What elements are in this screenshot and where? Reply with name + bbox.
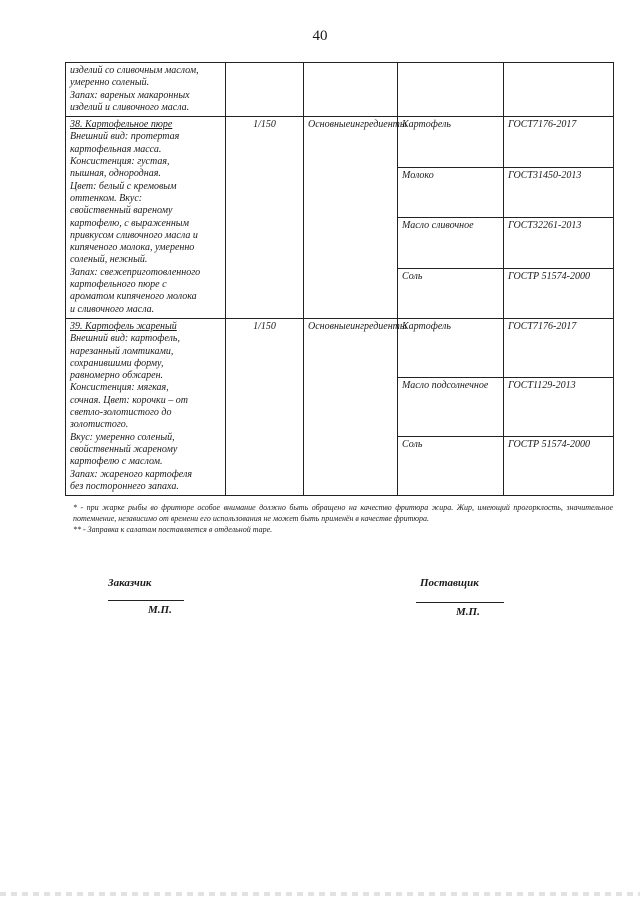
description-line: сочная. Цвет: корочки – от [70,394,188,406]
ingredient-standard [504,117,614,167]
dish-title: 39. Картофель жареный [70,320,177,332]
standard-line: 7176-2017 [533,119,577,131]
empty-cell [304,63,398,117]
standard-line: ГОСТ [508,220,534,232]
carry-over-description [66,63,226,117]
description-line: ароматом кипяченого молока [70,291,197,303]
ingredient-name: Картофель [398,117,504,167]
customer-signature-line [108,600,184,601]
ingredient-name: Картофель [398,318,504,377]
description-line: Запах: вареных макаронных [70,89,190,101]
standard-line: 32261-2013 [533,220,582,232]
standard-line: ГОСТ [508,379,534,391]
category-line: ингредиенты [350,119,407,131]
standard-line: ГОСТ [508,320,534,332]
dish-title: 38. Картофельное пюре [70,119,173,131]
ingredient-category [304,318,407,495]
standard-line: Р 51574-2000 [533,439,590,451]
ingredient-category [304,117,407,319]
standard-line: 31450-2013 [533,169,582,181]
footnote-dressing: ** - Заправка к салатам поставляется в отдельной таре. [73,525,273,534]
standard-line: Р 51574-2000 [533,270,590,282]
ingredient-standard [504,167,614,217]
description-line: Вкус: умеренно соленый, [70,431,175,443]
supplier-signature-line [416,602,504,603]
description-line: кипяченого молока, умеренно [70,242,195,254]
description-line: светло-золотистого до [70,407,172,419]
ingredient-name: Соль [398,437,504,496]
description-line: изделий и сливочного масла. [70,101,190,113]
supplier-label: Поставщик [420,577,479,589]
customer-stamp: М.П. [148,604,172,616]
empty-cell [504,63,614,117]
ingredient-standard [504,437,614,496]
description-line: Консистенция: густая, [70,156,170,168]
dish-description [66,117,226,319]
description-line: привкусом сливочного масла и [70,229,198,241]
ingredient-standard [504,377,614,436]
page-number: 40 [312,28,328,44]
description-line: умеренно соленый. [70,77,150,89]
description-line: свойственный жареному [70,443,178,455]
supplier-stamp: М.П. [456,606,480,618]
standard-line: ГОСТ [508,270,534,282]
category-line: Основные [308,320,351,332]
ingredient-name: Масло сливочное [398,218,504,268]
description-line: оттенком. Вкус: [70,192,143,204]
standard-line: ГОСТ [508,119,534,131]
table-row [66,117,614,167]
scan-artifact-line [0,892,640,896]
description-line: нарезанный ломтиками, [70,345,174,357]
standard-line: 1129-2013 [533,379,576,391]
description-line: пышная, однородная. [70,168,161,180]
footnote-frying: * - при жарке рыбы во фритюре особое внимание должно быть обращено на качество фритюра жира. Жир, имеющий прогорклость, значительное потемнение, независимо от времени его использования не может быть применён в качестве фритюра. [73,503,613,523]
description-line: картофелю, с выраженным [70,217,189,229]
description-line: без постороннего запаха. [70,480,179,492]
description-line: золотистого. [70,419,129,431]
category-line: ингредиенты [350,320,407,332]
table-row [66,63,614,117]
description-line: сохранившими форму, [70,357,164,369]
ingredient-name: Масло подсолнечное [398,377,504,436]
empty-cell [398,63,504,117]
standard-line: ГОСТ [508,439,534,451]
footnotes [73,502,613,535]
ingredient-standard [504,268,614,318]
empty-cell [226,63,304,117]
description-line: Внешний вид: картофель, [70,333,180,345]
description-line: и сливочного масла. [70,303,155,315]
description-line: Консистенция: мягкая, [70,382,169,394]
description-line: Цвет: белый с кремовым [70,180,177,192]
description-line: картофельная масса. [70,143,162,155]
table-row [66,318,614,377]
description-line: Запах: жареного картофеля [70,468,193,480]
description-line: изделий со сливочным маслом, [70,65,199,76]
dish-weight: 1/150 [226,117,304,319]
description-line: соленый, нежный. [70,254,148,266]
dish-weight: 1/150 [226,318,304,495]
customer-label: Заказчик [108,577,152,589]
ingredient-standard [504,218,614,268]
ingredient-standard [504,318,614,377]
description-line: картофелю с маслом. [70,456,163,468]
description-line: свойственный вареному [70,205,173,217]
standard-line: 7176-2017 [533,320,577,332]
description-line: Внешний вид: протертая [70,131,180,143]
product-spec-table [65,62,614,496]
ingredient-name: Соль [398,268,504,318]
description-line: равномерно обжарен. [70,370,164,382]
standard-line: ГОСТ [508,169,534,181]
description-line: картофельного пюре с [70,279,167,291]
dish-description [66,318,226,495]
ingredient-name: Молоко [398,167,504,217]
description-line: Запах: свежеприготовленного [70,266,201,278]
category-line: Основные [308,119,351,131]
